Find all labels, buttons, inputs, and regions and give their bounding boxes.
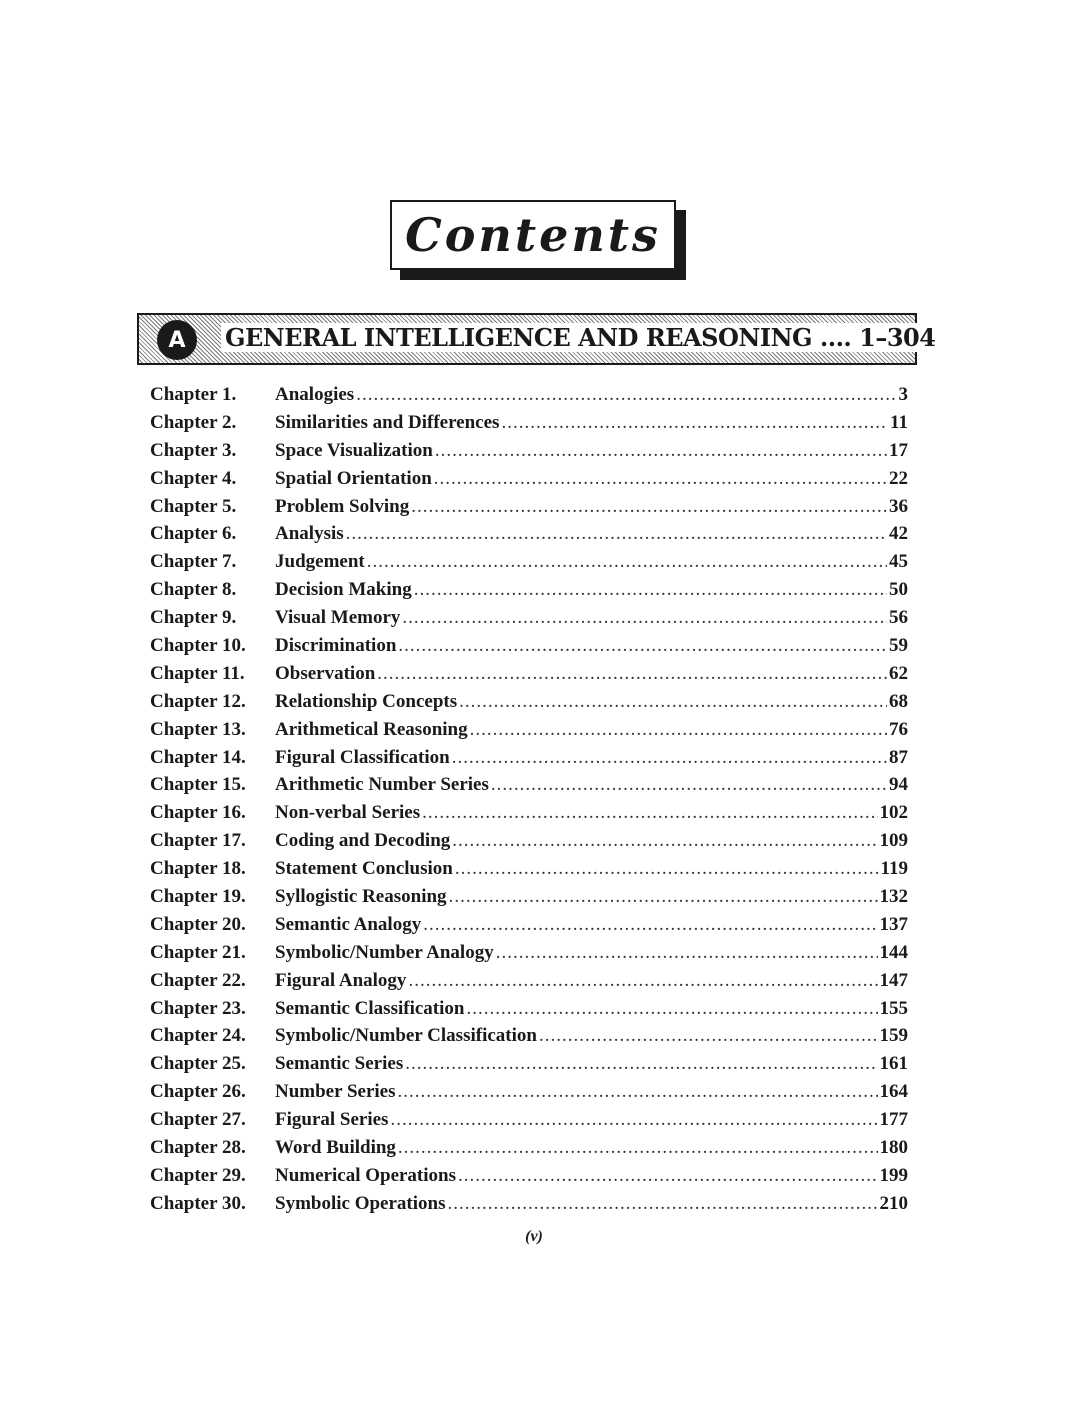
chapter-label: Chapter 3.: [150, 439, 237, 461]
chapter-page-number: 50: [889, 579, 908, 601]
dot-leader: [411, 496, 887, 518]
dot-leader: [402, 607, 887, 629]
chapter-page-number: 180: [879, 1137, 908, 1159]
dot-leader: [470, 719, 887, 741]
toc-entry[interactable]: [150, 1109, 908, 1137]
chapter-title: Discrimination: [275, 635, 397, 657]
chapter-title: Semantic Analogy: [275, 913, 422, 935]
chapter-label: Chapter 14.: [150, 746, 246, 768]
dot-leader: [398, 1137, 878, 1159]
toc-entry[interactable]: [150, 747, 908, 775]
chapter-label: Chapter 22.: [150, 969, 246, 991]
chapter-page-number: 68: [889, 690, 908, 712]
chapter-title: Statement Conclusion: [275, 858, 453, 880]
chapter-label: Chapter 12.: [150, 690, 246, 712]
chapter-title: Decision Making: [275, 579, 412, 601]
chapter-label: Chapter 26.: [150, 1081, 246, 1103]
toc-entry[interactable]: [150, 886, 908, 914]
chapter-title: Numerical Operations: [275, 1164, 457, 1186]
page-title: Contents: [405, 208, 661, 262]
chapter-page-number: 164: [879, 1081, 908, 1103]
chapter-page-number: 3: [898, 384, 908, 405]
chapter-page-number: 76: [889, 718, 908, 740]
chapter-page-number: 119: [880, 858, 908, 880]
chapter-page-number: 59: [889, 635, 908, 657]
chapter-page-number: 144: [879, 941, 908, 963]
chapter-label: Chapter 4.: [150, 467, 237, 489]
dot-leader: [414, 579, 887, 601]
toc-entry[interactable]: [150, 1137, 908, 1165]
chapter-page-number: 132: [879, 886, 908, 908]
chapter-title: Relationship Concepts: [275, 690, 458, 712]
dot-leader: [423, 914, 877, 936]
chapter-title: Symbolic/Number Analogy: [275, 941, 494, 963]
chapter-page-number: 56: [889, 607, 908, 629]
dot-leader: [398, 635, 887, 657]
chapter-label: Chapter 17.: [150, 830, 246, 852]
section-banner: [137, 313, 936, 365]
toc-entry[interactable]: [150, 1053, 908, 1081]
chapter-title: Syllogistic Reasoning: [275, 886, 447, 908]
chapter-label: Chapter 15.: [150, 774, 246, 796]
chapter-title: Non-verbal Series: [275, 802, 421, 824]
dot-leader: [435, 440, 887, 462]
chapter-title: Figural Analogy: [275, 969, 407, 991]
dot-leader: [408, 970, 877, 992]
chapter-label: Chapter 21.: [150, 941, 246, 963]
toc-entry[interactable]: [150, 774, 908, 802]
chapter-title: Semantic Series: [275, 1053, 404, 1075]
chapter-label: Chapter 23.: [150, 997, 246, 1019]
chapter-page-number: 109: [879, 830, 908, 852]
chapter-label: Chapter 9.: [150, 607, 237, 629]
chapter-page-number: 22: [889, 467, 908, 489]
chapter-label: Chapter 8.: [150, 579, 237, 601]
chapter-label: Chapter 11.: [150, 662, 245, 684]
toc-entry[interactable]: [150, 942, 908, 970]
dot-leader: [455, 858, 879, 880]
toc-entry[interactable]: [150, 412, 908, 440]
chapter-page-number: 102: [879, 802, 908, 824]
chapter-label: Chapter 27.: [150, 1109, 246, 1131]
toc-entry[interactable]: [150, 496, 908, 524]
toc-entry[interactable]: [150, 691, 908, 719]
toc-entry[interactable]: [150, 663, 908, 691]
toc-entry[interactable]: [150, 719, 908, 747]
chapter-label: Chapter 5.: [150, 495, 237, 517]
chapter-title: Analogies: [275, 384, 355, 405]
contents-title-box: [390, 200, 686, 280]
chapter-title: Symbolic Operations: [275, 1192, 446, 1214]
chapter-title: Observation: [275, 662, 376, 684]
toc-entry[interactable]: [150, 468, 908, 496]
chapter-label: Chapter 24.: [150, 1025, 246, 1047]
chapter-title: Figural Series: [275, 1109, 389, 1131]
chapter-title: Symbolic/Number Classification: [275, 1025, 537, 1047]
dot-leader: [449, 886, 878, 908]
chapter-page-number: 137: [879, 913, 908, 935]
chapter-page-number: 62: [889, 662, 908, 684]
dot-leader: [398, 1081, 878, 1103]
chapter-label: Chapter 25.: [150, 1053, 246, 1075]
toc-entry[interactable]: [150, 970, 908, 998]
section-letter-badge: A: [157, 320, 197, 360]
dot-leader: [367, 551, 887, 573]
toc-entry[interactable]: [150, 635, 908, 663]
chapter-page-number: 42: [889, 523, 908, 545]
dot-leader: [458, 1165, 877, 1187]
chapter-label: Chapter 10.: [150, 635, 246, 657]
chapter-label: Chapter 2.: [150, 411, 237, 433]
dot-leader: [346, 523, 887, 545]
chapter-page-number: 199: [879, 1164, 908, 1186]
dot-leader: [452, 830, 877, 852]
chapter-label: Chapter 16.: [150, 802, 246, 824]
chapter-label: Chapter 6.: [150, 523, 237, 545]
chapter-page-number: 177: [879, 1109, 908, 1131]
chapter-title: Analysis: [275, 523, 344, 545]
toc-entry[interactable]: [150, 440, 908, 468]
table-of-contents: [150, 384, 908, 1221]
toc-entry[interactable]: [150, 551, 908, 579]
chapter-label: Chapter 28.: [150, 1137, 246, 1159]
chapter-page-number: 17: [889, 439, 908, 461]
chapter-page-number: 159: [879, 1025, 908, 1047]
toc-entry[interactable]: [150, 523, 908, 551]
chapter-page-number: 45: [889, 551, 908, 573]
toc-entry[interactable]: [150, 1025, 908, 1053]
dot-leader: [356, 384, 896, 406]
chapter-title: Judgement: [275, 551, 365, 573]
dot-leader: [447, 1193, 877, 1215]
dot-leader: [501, 412, 888, 434]
chapter-title: Problem Solving: [275, 495, 410, 517]
chapter-label: Chapter 29.: [150, 1164, 246, 1186]
dot-leader: [422, 802, 877, 824]
chapter-title: Number Series: [275, 1081, 396, 1103]
chapter-label: Chapter 30.: [150, 1192, 246, 1214]
chapter-title: Semantic Classification: [275, 997, 465, 1019]
section-heading: GENERAL INTELLIGENCE AND REASONING .... 1–304: [221, 323, 939, 352]
toc-entry[interactable]: [150, 998, 908, 1026]
toc-entry[interactable]: [150, 1081, 908, 1109]
toc-entry[interactable]: [150, 1193, 908, 1221]
dot-leader: [434, 468, 887, 490]
chapter-page-number: 94: [889, 774, 908, 796]
chapter-label: Chapter 13.: [150, 718, 246, 740]
chapter-title: Figural Classification: [275, 746, 450, 768]
toc-entry[interactable]: [150, 830, 908, 858]
chapter-title: Space Visualization: [275, 439, 433, 461]
chapter-page-number: 87: [889, 746, 908, 768]
chapter-title: Arithmetic Number Series: [275, 774, 489, 796]
dot-leader: [459, 691, 887, 713]
title-frame: [390, 200, 676, 270]
toc-entry[interactable]: [150, 802, 908, 830]
toc-entry[interactable]: [150, 858, 908, 886]
toc-entry[interactable]: [150, 384, 908, 412]
chapter-label: Chapter 20.: [150, 913, 246, 935]
chapter-label: Chapter 1.: [150, 384, 237, 405]
chapter-title: Similarities and Differences: [275, 411, 500, 433]
chapter-title: Word Building: [275, 1137, 396, 1159]
chapter-page-number: 147: [879, 969, 908, 991]
chapter-label: Chapter 18.: [150, 858, 246, 880]
dot-leader: [390, 1109, 877, 1131]
chapter-title: Spatial Orientation: [275, 467, 432, 489]
chapter-title: Arithmetical Reasoning: [275, 718, 468, 740]
chapter-page-number: 161: [879, 1053, 908, 1075]
chapter-label: Chapter 7.: [150, 551, 237, 573]
toc-entry[interactable]: [150, 1165, 908, 1193]
dot-leader: [466, 998, 877, 1020]
chapter-title: Visual Memory: [275, 607, 401, 629]
dot-leader: [491, 774, 887, 796]
chapter-title: Coding and Decoding: [275, 830, 451, 852]
chapter-page-number: 210: [879, 1192, 908, 1214]
dot-leader: [452, 747, 887, 769]
toc-entry[interactable]: [150, 914, 908, 942]
dot-leader: [377, 663, 887, 685]
toc-entry[interactable]: [150, 607, 908, 635]
dot-leader: [539, 1025, 878, 1047]
chapter-page-number: 155: [879, 997, 908, 1019]
page-number: (v): [525, 1228, 543, 1245]
toc-entry[interactable]: [150, 579, 908, 607]
dot-leader: [496, 942, 878, 964]
dot-leader: [405, 1053, 877, 1075]
chapter-page-number: 36: [889, 495, 908, 517]
chapter-label: Chapter 19.: [150, 886, 246, 908]
chapter-page-number: 11: [890, 411, 908, 433]
